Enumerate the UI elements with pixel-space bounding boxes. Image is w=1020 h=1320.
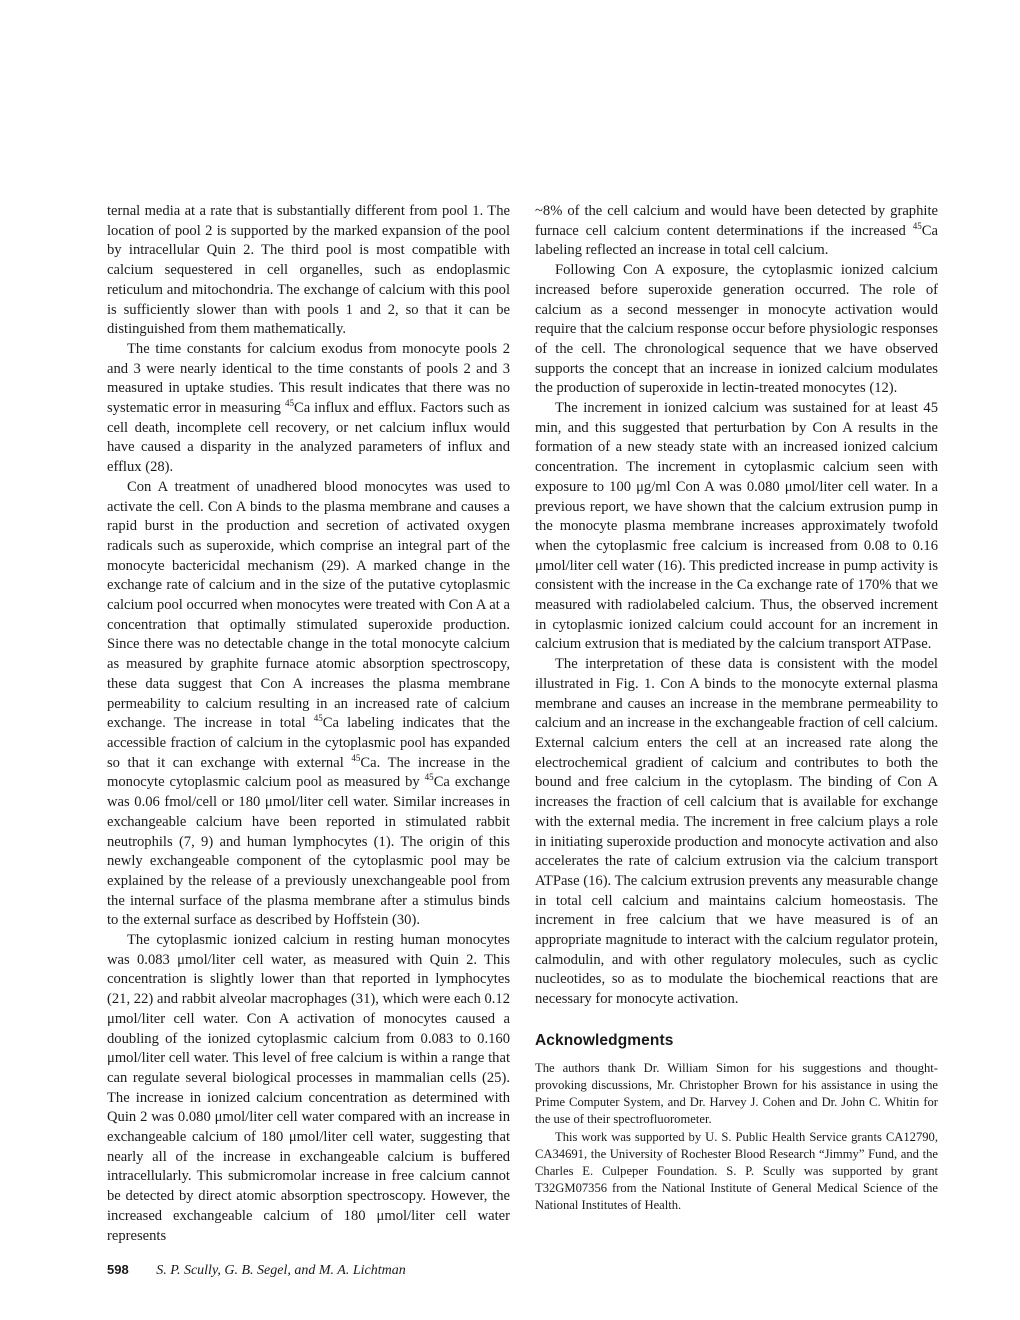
paragraph: ~8% of the cell calcium and would have been detected by graphite furnace cell calcium content determinations if the increased $^{45}$Ca labeling reflected an increase in total cell calcium. — [535, 203, 938, 259]
paragraph: The increment in ionized calcium was sustained for at least 45 min, and this suggested that perturbation by Con A results in the formation of a new steady state with an increased ionized calcium concentration. The increment in cytoplasmic calcium seen with exposure to 100 μg/ml Con A was 0.080 μmol/liter cell water. In a previous report, we have shown that the calcium extrusion pump in the monocyte plasma membrane increases approximately twofold when the cytoplasmic free calcium is increased from 0.08 to 0.16 μmol/liter cell water (16). This predicted increase in pump activity is consistent with the increase in the Ca exchange rate of 170% that we measured with radiolabeled calcium. Thus, the observed increment in cytoplasmic ionized calcium could account for an increment in calcium extrusion that is mediated by the calcium transport ATPase. — [535, 400, 938, 653]
acknowledgments-paragraph: The authors thank Dr. William Simon for his suggestions and thought-provoking discussions, Mr. Christopher Brown for his assistance in using the Prime Computer System, and Dr. Harvey J. Cohen and Dr. John C. Whitin for the use of their spectrofluorometer. — [535, 1060, 938, 1127]
paragraph: The interpretation of these data is consistent with the model illustrated in Fig. 1. Con A binds to the monocyte external plasma membrane and causes an increase in the membrane permeability to calcium and an increase in the exchangeable fraction of cell calcium. External calcium enters the cell at an increased rate along the electrochemical gradient of calcium and contributes to both the bound and free calcium in the cytoplasm. The binding of Con A increases the fraction of cell calcium that is available for exchange with the external media. The increment in free calcium plays a role in initiating superoxide production and monocyte activation and also accelerates the rate of calcium extrusion via the calcium transport ATPase (16). The calcium extrusion prevents any measurable change in total cell calcium and maintains calcium homeostasis. The increment in free calcium that we have measured is of an appropriate magnitude to interact with the calcium regulator protein, calmodulin, and with other regulatory molecules, such as cyclic nucleotides, so as to modulate the biochemical reactions that are necessary for monocyte activation. — [535, 656, 938, 1008]
left-column — [107, 202, 510, 1246]
acknowledgments-heading: Acknowledgments — [535, 1031, 674, 1049]
paragraph: Following Con A exposure, the cytoplasmic ionized calcium increased before superoxide generation occurred. The role of calcium as a second messenger in monocyte activation would require that the calcium response occur before physiologic responses of the cell. The chronological sequence that we have observed supports the concept that an increase in ionized calcium modulates the production of superoxide in lectin-treated monocytes (12). — [535, 262, 938, 397]
page-footer — [107, 1262, 406, 1279]
paragraph: ternal media at a rate that is substantially different from pool 1. The location of pool 2 is supported by the marked expansion of the pool by intracellular Quin 2. The third pool is most compatible with calcium sequestered in cell organelles, such as endoplasmic reticulum and mitochondria. The exchange of calcium with this pool is sufficiently slower than with pools 1 and 2, so that it can be distinguished from them mathematically. — [107, 203, 510, 338]
page-number: 598 — [107, 1262, 129, 1277]
paragraph: The time constants for calcium exodus from monocyte pools 2 and 3 were nearly identical to the time constants of pools 2 and 3 measured in uptake studies. This result indicates that there was no systematic error in measuring $^{45}$Ca influx and efflux. Factors such as cell death, incomplete cell recovery, or net calcium influx would have caused a disparity in the analyzed parameters of influx and efflux (28). — [107, 340, 510, 476]
paragraph: Con A treatment of unadhered blood monocytes was used to activate the cell. Con A binds to the plasma membrane and causes a rapid burst in the production and secretion of activated oxygen radicals such as superoxide, which comprise an integral part of the monocyte bactericidal mechanism (29). A marked change in the exchange rate of calcium and in the size of the putative cytoplasmic calcium pool occurred when monocytes were treated with Con A at a concentration that optimally stimulated superoxide production. Since there was no detectable change in the total monocyte calcium as measured by graphite furnace atomic absorption spectroscopy, these data suggest that Con A increases the plasma membrane permeability to calcium resulting in an increased rate of calcium exchange. The increase in total $^{45}$Ca labeling indicates that the accessible fraction of calcium in the cytoplasmic pool has expanded so that it can exchange with external $^{45}$Ca. The increase in the monocyte cytoplasmic calcium pool as measured by $^{45}$Ca exchange was 0.06 fmol/cell or 180 μmol/liter cell water. Similar increases in exchangeable calcium have been reported in stimulated rabbit neutrophils (7, 9) and human lymphocytes (1). The origin of this newly exchangeable component of the cytoplasmic pool may be explained by the release of a previously unexchangeable pool from the internal surface of the plasma membrane after a stimulus binds to the external surface as described by Hoffstein (30). — [107, 478, 510, 929]
paragraph: The cytoplasmic ionized calcium in resting human monocytes was 0.083 μmol/liter cell water, as measured with Quin 2. This concentration is slightly lower than that reported in lymphocytes (21, 22) and rabbit alveolar macrophages (31), which were each 0.12 μmol/liter cell water. Con A activation of monocytes caused a doubling of the ionized cytoplasmic calcium from 0.083 to 0.160 μmol/liter cell water. This level of free calcium is within a range that can regulate several biological processes in mammalian cells (25). The increase in ionized calcium concentration as determined with Quin 2 was 0.080 μmol/liter cell water compared with an increase in exchangeable calcium of 180 μmol/liter cell water, suggesting that nearly all of the increase in exchangeable calcium is buffered intracellularly. This submicromolar increase in free calcium cannot be detected by direct atomic absorption spectroscopy. However, the increased exchangeable calcium of 180 μmol/liter cell water represents — [107, 932, 510, 1244]
running-authors: S. P. Scully, G. B. Segel, and M. A. Lichtman — [156, 1263, 406, 1278]
right-column — [535, 202, 938, 1215]
acknowledgments-paragraph: This work was supported by U. S. Public Health Service grants CA12790, CA34691, the University of Rochester Blood Research “Jimmy” Fund, and the Charles E. Culpeper Foundation. S. P. Scully was supported by grant T32GM07356 from the National Institute of General Medical Science of the National Institutes of Health. — [535, 1129, 938, 1213]
